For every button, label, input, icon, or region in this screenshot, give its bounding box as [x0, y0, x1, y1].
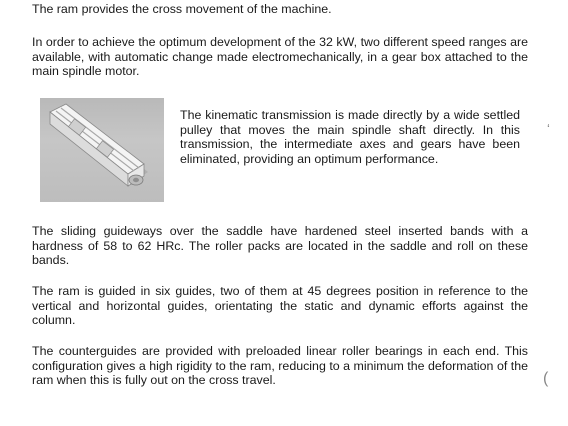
- guide-rail-1: [56, 111, 134, 171]
- scan-mark: (: [543, 370, 549, 387]
- guides-paragraph: The ram is guided in six guides, two of them at 45 degrees position in reference to the vertical and horizontal guides, orientating the static and dynamic efforts against the column.: [32, 284, 528, 328]
- counterguides-paragraph: The counterguides are provided with preloaded linear roller bearings in each end. This configuration gives a high rigidity to the ram, reducing to a minimum the deformation of the ram when this is fully out on the cross travel.: [32, 344, 528, 388]
- guideways-paragraph: The sliding guideways over the saddle have hardened steel inserted bands with a hardness of 58 to 62 HRc. The roller packs are located in the saddle and roll on these bands.: [32, 224, 528, 268]
- spindle-bore: [133, 178, 139, 182]
- ram-illustration: [40, 98, 164, 202]
- ram-top-face: [50, 104, 144, 174]
- transmission-paragraph: The kinematic transmission is made directly by a wide settled pulley that moves the main spindle shaft directly. In this transmission, the intermediate axes and gears have been eliminated, providing an optimum performance.: [180, 108, 520, 166]
- scan-mark: ‘: [547, 121, 550, 136]
- intro-paragraph: The ram provides the cross movement of the machine.: [32, 2, 332, 16]
- ram-photo: [40, 98, 164, 202]
- speed-ranges-paragraph: In order to achieve the optimum development of the 32 kW, two different speed ranges are available, with automatic change made electromechanically, in a gear box attached to the main spindle motor.: [32, 35, 528, 79]
